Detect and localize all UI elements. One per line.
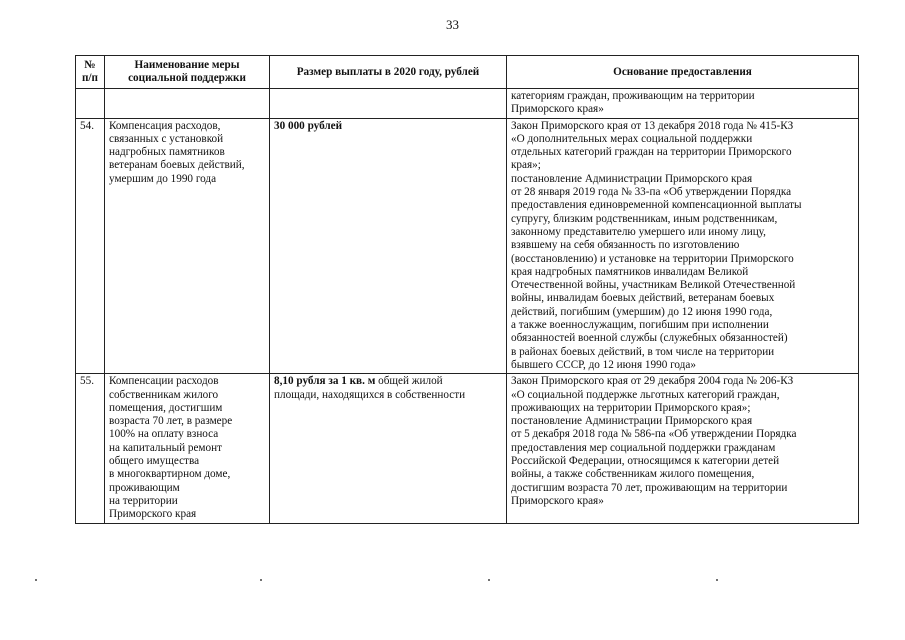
scan-dots: [0, 579, 905, 583]
name-line: Компенсация расходов,: [109, 119, 221, 132]
header-num: [76, 56, 105, 89]
name-line: связанных с установкой: [109, 132, 224, 145]
name-line: собственникам жилого: [109, 388, 219, 401]
basis-line: законному представителю умершего или иному лицу,: [511, 225, 766, 238]
basis-line: обязанностей военной службы (служебных обязанностей): [511, 332, 788, 345]
basis-line: постановление Администрации Приморского края: [511, 172, 753, 185]
basis-line: Отечественной войны, участникам Великой Отечественной: [511, 279, 796, 292]
scan-dot: [716, 579, 718, 581]
name-line: на территории: [109, 494, 178, 507]
basis-line: предоставления единовременной компенсационной выплаты: [511, 199, 802, 212]
basis-line: войны, а также собственникам жилого помещения,: [511, 468, 755, 481]
basis-line: Закон Приморского края от 29 декабря 2004 года № 206-КЗ: [511, 375, 794, 388]
basis-line: Приморского края»: [511, 103, 604, 116]
basis-line: проживающих на территории Приморского края»;: [511, 401, 751, 414]
basis-line: от 28 января 2019 года № 33-па «Об утверждении Порядка: [511, 186, 792, 199]
amount-value: 30 000 рублей: [274, 119, 343, 132]
table-row-continuation: [76, 89, 859, 119]
cell-amount: [270, 89, 507, 119]
cell-name: [105, 374, 270, 523]
basis-line: постановление Администрации Приморского края: [511, 415, 753, 428]
basis-line: Приморского края»: [511, 494, 604, 507]
header-name-line2: социальной поддержки: [128, 72, 246, 84]
scan-dot: [260, 579, 262, 581]
cell-basis: [507, 89, 859, 119]
name-line: возраста 70 лет, в размере: [109, 415, 233, 428]
basis-line: (восстановлению) и установке на территории Приморского: [511, 252, 794, 265]
header-num-line1: №: [84, 59, 96, 71]
cell-basis: [507, 118, 859, 374]
basis-line: в районах боевых действий, в том числе на территории: [511, 345, 775, 358]
name-line: ветеранам боевых действий,: [109, 159, 245, 172]
basis-line: от 5 декабря 2018 года № 586-па «Об утверждении Порядка: [511, 428, 797, 441]
basis-line: края»;: [511, 159, 541, 172]
basis-line: а также военнослужащим, погибшим при исполнении: [511, 319, 769, 332]
basis-line: края надгробных памятников инвалидам Великой: [511, 265, 749, 278]
basis-line: войны, инвалидам боевых действий, ветеранам боевых: [511, 292, 775, 305]
basis-line: предоставления мер социальной поддержки гражданам: [511, 441, 776, 454]
amount-rest: общей жилой: [375, 375, 443, 388]
amount-line: [274, 375, 503, 388]
cell-num: 55.: [76, 374, 105, 523]
cell-name: [105, 89, 270, 119]
header-amount: Размер выплаты в 2020 году, рублей: [270, 56, 507, 89]
header-name-line1: Наименование меры: [134, 59, 240, 71]
basis-line: отдельных категорий граждан на территории Приморского: [511, 146, 792, 159]
table-header-row: [76, 56, 859, 89]
cell-basis: [507, 374, 859, 523]
cell-num: [76, 89, 105, 119]
page-number: 33: [446, 17, 459, 32]
cell-amount: [270, 374, 507, 523]
cell-name: [105, 118, 270, 374]
header-num-line2: п/п: [81, 72, 98, 84]
name-line: помещения, достигшим: [109, 401, 223, 414]
basis-line: бывшего СССР, до 12 июня 1990 года»: [511, 358, 696, 371]
scan-dot: [35, 579, 37, 581]
amount-value: 8,10 рубля за 1 кв. м: [274, 375, 376, 388]
header-name: [105, 56, 270, 89]
basis-line: действий, погибшим (умершим) до 12 июня 1990 года,: [511, 305, 773, 318]
name-line: Компенсации расходов: [109, 375, 219, 388]
amount-line: площади, находящихся в собственности: [274, 388, 466, 401]
basis-line: достигшим возраста 70 лет, проживающим на территории: [511, 481, 788, 494]
basis-line: супругу, близким родственникам, иным родственникам,: [511, 212, 778, 225]
scan-dot: [488, 579, 490, 581]
name-line: Приморского края: [109, 508, 197, 521]
basis-line: Закон Приморского края от 13 декабря 2018 года № 415-КЗ: [511, 119, 794, 132]
table-row-54: [76, 118, 859, 374]
basis-line: Российской Федерации, относящимся к категории детей: [511, 455, 780, 468]
name-line: на капитальный ремонт: [109, 441, 222, 454]
cell-num: 54.: [76, 118, 105, 374]
table-row-55: [76, 374, 859, 523]
name-line: в многоквартирном доме,: [109, 468, 231, 481]
name-line: умершим до 1990 года: [109, 172, 217, 185]
basis-line: «О дополнительных мерах социальной поддержки: [511, 132, 753, 145]
social-support-table: [75, 55, 859, 524]
cell-amount: [270, 118, 507, 374]
basis-line: категориям граждан, проживающим на территории: [511, 90, 755, 102]
name-line: проживающим: [109, 481, 180, 494]
name-line: надгробных памятников: [109, 146, 225, 159]
name-line: общего имущества: [109, 455, 200, 468]
basis-line: взявшему на себя обязанность по изготовлению: [511, 239, 740, 252]
basis-line: «О социальной поддержке льготных категорий граждан,: [511, 388, 780, 401]
name-line: 100% на оплату взноса: [109, 428, 219, 441]
header-basis: Основание предоставления: [507, 56, 859, 89]
